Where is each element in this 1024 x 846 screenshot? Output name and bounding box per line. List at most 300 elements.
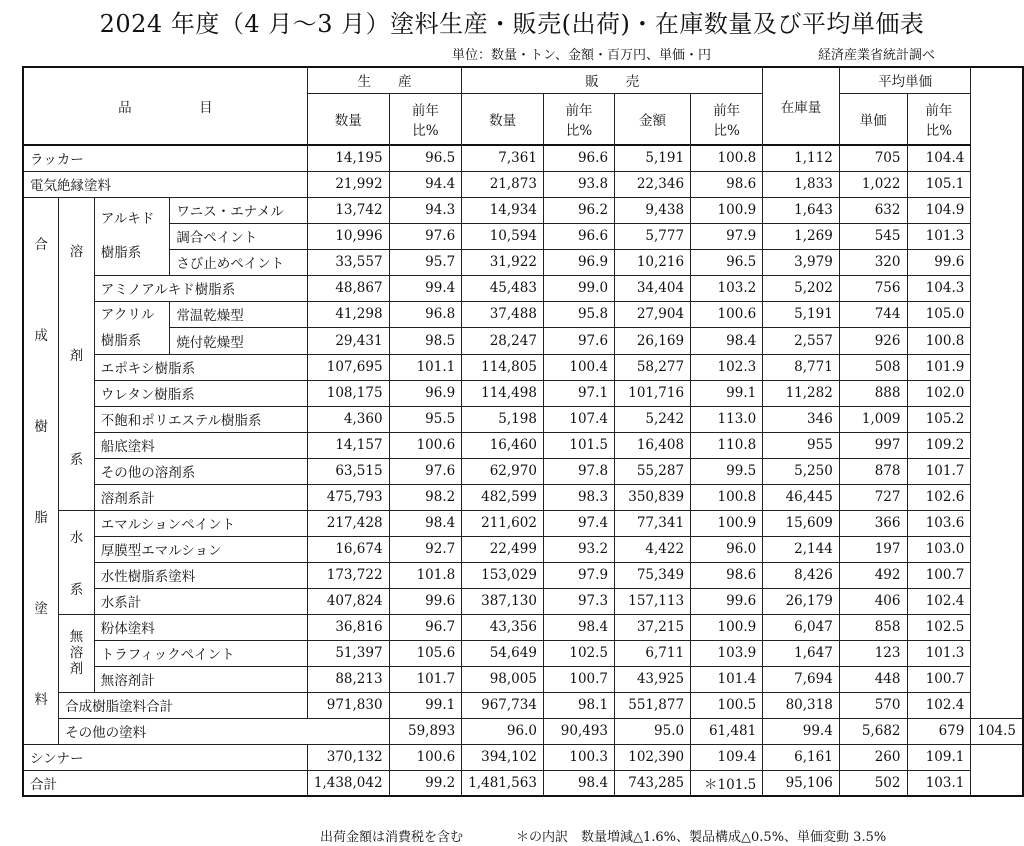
row-label: 粉体塗料 — [94, 614, 307, 640]
table-cell: 14,157 — [307, 432, 389, 458]
table-row — [23, 145, 1023, 171]
table-cell: 10,216 — [615, 249, 691, 275]
table-cell: 756 — [839, 275, 907, 301]
footnote-breakdown: ＊の内訳 数量増減△1.6%、製品構成△0.5%、単価変動 3.5% — [516, 830, 887, 845]
table-cell: 108,175 — [307, 380, 389, 406]
table-cell: 5,202 — [763, 275, 840, 301]
table-row — [23, 640, 1023, 666]
table-cell: 22,499 — [462, 536, 544, 562]
table-cell: 98.4 — [691, 328, 763, 355]
table-cell: 744 — [839, 301, 907, 328]
table-cell: 26,169 — [615, 328, 691, 355]
table-cell: 100.8 — [691, 484, 763, 510]
table-cell: 98.2 — [389, 484, 462, 510]
table-cell: 8,771 — [763, 354, 840, 380]
table-cell: 51,397 — [307, 640, 389, 666]
table-cell: 878 — [839, 458, 907, 484]
table-cell: 9,438 — [615, 197, 691, 223]
table-cell: 43,356 — [462, 614, 544, 640]
row-label: 常温乾燥型 — [170, 301, 308, 328]
row-label: その他の溶剤系 — [94, 458, 307, 484]
table-cell: 101.7 — [389, 666, 462, 692]
table-cell: 7,694 — [763, 666, 840, 692]
table-cell: 967,734 — [462, 692, 544, 718]
table-cell: 211,602 — [462, 510, 544, 536]
table-cell: 103.9 — [691, 640, 763, 666]
table-cell: 492 — [839, 562, 907, 588]
table-row — [23, 275, 1023, 301]
header-sales-amount: 金額 — [615, 93, 691, 145]
table-cell: 55,287 — [615, 458, 691, 484]
table-cell: 100.3 — [543, 744, 614, 770]
table-cell: 21,992 — [307, 171, 389, 197]
table-cell: 98.5 — [389, 328, 462, 355]
table-cell: 93.8 — [543, 171, 614, 197]
table-cell: 54,649 — [462, 640, 544, 666]
table-cell: 98,005 — [462, 666, 544, 692]
table-cell: 31,922 — [462, 249, 544, 275]
table-cell: 16,460 — [462, 432, 544, 458]
table-cell: 1,833 — [763, 171, 840, 197]
table-cell: 101.7 — [907, 458, 971, 484]
table-cell: 95.5 — [389, 406, 462, 432]
header-sales-amount-yoy: 前年 比% — [691, 93, 763, 145]
row-label: さび止めペイント — [170, 249, 308, 275]
table-cell: 97.1 — [543, 380, 614, 406]
table-row — [23, 718, 1023, 744]
table-cell: 545 — [839, 223, 907, 249]
table-cell: 80,318 — [763, 692, 840, 718]
table-cell: 15,609 — [763, 510, 840, 536]
table-cell: 1,647 — [763, 640, 840, 666]
table-cell: 926 — [839, 328, 907, 355]
footnote-tax: 出荷金額は消費税を含む — [320, 830, 464, 845]
table-cell: 103.0 — [907, 536, 971, 562]
table-cell: 29,431 — [307, 328, 389, 355]
table-cell: 11,282 — [763, 380, 840, 406]
row-label: エポキシ樹脂系 — [94, 354, 307, 380]
table-cell: 99.5 — [691, 458, 763, 484]
row-label: アミノアルキド樹脂系 — [94, 275, 307, 301]
table-cell: 98.6 — [691, 562, 763, 588]
group-synthetic-resin: 合 成 樹 脂 塗 料 — [23, 197, 59, 744]
row-label: エマルションペイント — [94, 510, 307, 536]
table-row — [23, 458, 1023, 484]
table-cell: 22,346 — [615, 171, 691, 197]
table-cell: 217,428 — [307, 510, 389, 536]
table-cell: 102.3 — [691, 354, 763, 380]
row-label: 水性樹脂系塗料 — [94, 562, 307, 588]
table-cell: 103.2 — [691, 275, 763, 301]
table-cell: 679 — [907, 718, 971, 744]
table-cell: 101.9 — [907, 354, 971, 380]
row-label: 厚膜型エマルション — [94, 536, 307, 562]
table-cell: 99.6 — [907, 249, 971, 275]
table-cell: 97.4 — [543, 510, 614, 536]
header-sales-qty-yoy: 前年 比% — [543, 93, 614, 145]
table-cell: 97.8 — [543, 458, 614, 484]
table-cell: 16,674 — [307, 536, 389, 562]
table-cell: 97.6 — [389, 223, 462, 249]
table-cell: 997 — [839, 432, 907, 458]
table-cell: 1,438,042 — [307, 770, 389, 796]
table-cell: 5,191 — [763, 301, 840, 328]
units-note: 単位：数量・トン、金額・百万円、単価・円 — [452, 48, 711, 63]
table-cell: 100.7 — [543, 666, 614, 692]
table-cell: 743,285 — [615, 770, 691, 796]
table-row — [23, 328, 1023, 355]
table-cell: 387,130 — [462, 588, 544, 614]
table-cell: 113.0 — [691, 406, 763, 432]
table-row — [23, 692, 1023, 718]
table-cell: 28,247 — [462, 328, 544, 355]
table-row — [23, 536, 1023, 562]
table-cell: 5,242 — [615, 406, 691, 432]
table-cell: 97.3 — [543, 588, 614, 614]
table-cell: 97.6 — [543, 328, 614, 355]
table-cell: 96.5 — [389, 145, 462, 171]
table-cell: 94.4 — [389, 171, 462, 197]
table-cell: 13,742 — [307, 197, 389, 223]
header-sales: 販 売 — [462, 67, 763, 93]
table-cell: 394,102 — [462, 744, 544, 770]
table-cell: 97.6 — [389, 458, 462, 484]
table-cell: 96.2 — [543, 197, 614, 223]
row-label: 不飽和ポリエステル樹脂系 — [94, 406, 307, 432]
table-row — [23, 380, 1023, 406]
table-cell: 100.9 — [691, 510, 763, 536]
table-cell: 96.9 — [543, 249, 614, 275]
table-row — [23, 406, 1023, 432]
table-cell: 260 — [839, 744, 907, 770]
table-cell: 153,029 — [462, 562, 544, 588]
table-cell: 43,925 — [615, 666, 691, 692]
table-cell: 10,996 — [307, 223, 389, 249]
table-cell: 100.6 — [389, 744, 462, 770]
table-cell: 48,867 — [307, 275, 389, 301]
table-cell: 93.2 — [543, 536, 614, 562]
table-cell: 99.2 — [389, 770, 462, 796]
table-row — [23, 197, 1023, 223]
row-label: ワニス・エナメル — [170, 197, 308, 223]
table-cell: 101.8 — [389, 562, 462, 588]
table-cell: 955 — [763, 432, 840, 458]
table-cell: 95.8 — [543, 301, 614, 328]
table-cell: 551,877 — [615, 692, 691, 718]
header-item: 品 目 — [23, 67, 307, 145]
table-cell: 99.4 — [763, 718, 840, 744]
table-cell: 102.4 — [907, 692, 971, 718]
table-cell: 101.4 — [691, 666, 763, 692]
row-label: 水系計 — [94, 588, 307, 614]
row-label: トラフィックペイント — [94, 640, 307, 666]
table-cell: 157,113 — [615, 588, 691, 614]
table-cell: 96.0 — [691, 536, 763, 562]
table-cell: 90,493 — [543, 718, 614, 744]
source-note: 経済産業省統計調べ — [818, 48, 936, 63]
table-cell: 98.4 — [389, 510, 462, 536]
table-cell: 5,191 — [615, 145, 691, 171]
table-cell: 98.3 — [543, 484, 614, 510]
table-cell: 3,979 — [763, 249, 840, 275]
table-cell: 100.6 — [691, 301, 763, 328]
table-cell: 4,422 — [615, 536, 691, 562]
table-cell: 370,132 — [307, 744, 389, 770]
table-cell: 96.8 — [389, 301, 462, 328]
table-cell: 448 — [839, 666, 907, 692]
table-cell: 95,106 — [763, 770, 840, 796]
group-alkyd: アルキド 樹脂系 — [94, 197, 170, 275]
table-cell: 92.7 — [389, 536, 462, 562]
table-cell: 98.1 — [543, 692, 614, 718]
table-cell: 502 — [839, 770, 907, 796]
table-cell: 104.4 — [907, 145, 971, 171]
table-cell: 7,361 — [462, 145, 544, 171]
table-row — [23, 249, 1023, 275]
table-cell: 102.5 — [907, 614, 971, 640]
table-cell: 114,498 — [462, 380, 544, 406]
table-cell: 98.4 — [543, 614, 614, 640]
table-cell: 96.9 — [389, 380, 462, 406]
table-cell: 97.9 — [691, 223, 763, 249]
table-cell: 100.4 — [543, 354, 614, 380]
table-row — [23, 562, 1023, 588]
table-cell: 61,481 — [691, 718, 763, 744]
table-cell: 858 — [839, 614, 907, 640]
table-cell: 105.6 — [389, 640, 462, 666]
table-cell: 59,893 — [389, 718, 462, 744]
row-label: 無溶剤計 — [94, 666, 307, 692]
group-nonsolvent: 無 溶 剤 — [59, 614, 95, 692]
table-row-total — [23, 770, 1023, 796]
table-cell: 100.8 — [907, 328, 971, 355]
table-cell: 94.3 — [389, 197, 462, 223]
table-cell: 570 — [839, 692, 907, 718]
table-cell: 107.4 — [543, 406, 614, 432]
table-cell: 105.2 — [907, 406, 971, 432]
table-cell: 123 — [839, 640, 907, 666]
table-cell: 100.9 — [691, 614, 763, 640]
table-cell: 45,483 — [462, 275, 544, 301]
table-row — [23, 614, 1023, 640]
table-cell: 5,198 — [462, 406, 544, 432]
table-cell: 1,112 — [763, 145, 840, 171]
header-avg-price: 平均単価 — [839, 67, 971, 93]
table-row — [23, 223, 1023, 249]
table-cell: 346 — [763, 406, 840, 432]
header-unit-price-yoy: 前年 比% — [907, 93, 971, 145]
table-cell: 109.1 — [907, 744, 971, 770]
table-cell: 1,643 — [763, 197, 840, 223]
table-cell: 632 — [839, 197, 907, 223]
row-label: ラッカー — [23, 145, 307, 171]
table-cell: 99.6 — [389, 588, 462, 614]
table-cell: 97.9 — [543, 562, 614, 588]
header-inventory: 在庫量 — [763, 67, 840, 145]
table-cell: 58,277 — [615, 354, 691, 380]
table-cell: 475,793 — [307, 484, 389, 510]
table-cell: 366 — [839, 510, 907, 536]
table-cell: 104.5 — [971, 718, 1023, 744]
table-cell: 21,873 — [462, 171, 544, 197]
group-water: 水 系 — [59, 510, 95, 614]
table-cell: 110.8 — [691, 432, 763, 458]
table-cell: 77,341 — [615, 510, 691, 536]
table-cell: 100.7 — [907, 666, 971, 692]
table-cell: 105.0 — [907, 301, 971, 328]
table-cell: 36,816 — [307, 614, 389, 640]
table-cell: 100.7 — [907, 562, 971, 588]
table-row — [23, 588, 1023, 614]
table-row — [23, 666, 1023, 692]
row-label: 合計 — [23, 770, 307, 796]
table-cell: 320 — [839, 249, 907, 275]
row-label: シンナー — [23, 744, 307, 770]
table-cell: 101.3 — [907, 640, 971, 666]
table-cell: 109.2 — [907, 432, 971, 458]
table-row — [23, 510, 1023, 536]
table-cell: 26,179 — [763, 588, 840, 614]
table-cell: 2,144 — [763, 536, 840, 562]
table-cell: ＊101.5 — [691, 770, 763, 796]
table-cell: 4,360 — [307, 406, 389, 432]
group-solvent: 溶 剤 系 — [59, 197, 95, 510]
table-cell: 33,557 — [307, 249, 389, 275]
table-cell: 99.1 — [389, 692, 462, 718]
table-cell: 8,426 — [763, 562, 840, 588]
table-cell: 114,805 — [462, 354, 544, 380]
table-cell: 99.0 — [543, 275, 614, 301]
table-cell: 5,682 — [839, 718, 907, 744]
table-cell: 100.9 — [691, 197, 763, 223]
table-cell: 10,594 — [462, 223, 544, 249]
table-cell: 99.1 — [691, 380, 763, 406]
table-cell: 63,515 — [307, 458, 389, 484]
table-cell: 888 — [839, 380, 907, 406]
table-cell: 6,711 — [615, 640, 691, 666]
table-row — [23, 354, 1023, 380]
table-cell: 96.6 — [543, 223, 614, 249]
table-row — [23, 171, 1023, 197]
table-cell: 100.6 — [389, 432, 462, 458]
table-cell: 407,824 — [307, 588, 389, 614]
table-cell: 5,250 — [763, 458, 840, 484]
table-cell: 16,408 — [615, 432, 691, 458]
table-cell: 103.6 — [907, 510, 971, 536]
table-cell: 107,695 — [307, 354, 389, 380]
table-cell: 197 — [839, 536, 907, 562]
table-cell: 88,213 — [307, 666, 389, 692]
table-cell: 508 — [839, 354, 907, 380]
header-production: 生 産 — [307, 67, 461, 93]
table-cell: 173,722 — [307, 562, 389, 588]
header-prod-qty: 数量 — [307, 93, 389, 145]
table-cell: 98.4 — [543, 770, 614, 796]
table-cell: 104.9 — [907, 197, 971, 223]
table-cell: 96.6 — [543, 145, 614, 171]
row-label: 溶剤系計 — [94, 484, 307, 510]
table-cell: 34,404 — [615, 275, 691, 301]
paint-statistics-table — [22, 66, 1024, 797]
table-cell: 37,488 — [462, 301, 544, 328]
table-cell: 100.5 — [691, 692, 763, 718]
table-cell: 96.0 — [462, 718, 544, 744]
table-cell: 101.1 — [389, 354, 462, 380]
table-cell: 705 — [839, 145, 907, 171]
header-prod-yoy: 前年 比% — [389, 93, 462, 145]
table-cell: 75,349 — [615, 562, 691, 588]
table-cell: 96.7 — [389, 614, 462, 640]
table-cell: 101,716 — [615, 380, 691, 406]
table-cell: 105.1 — [907, 171, 971, 197]
row-label: ウレタン樹脂系 — [94, 380, 307, 406]
table-cell: 1,269 — [763, 223, 840, 249]
group-acrylic: アクリル 樹脂系 — [94, 301, 170, 354]
table-cell: 350,839 — [615, 484, 691, 510]
table-cell: 100.8 — [691, 145, 763, 171]
table-row — [23, 432, 1023, 458]
table-cell: 99.6 — [691, 588, 763, 614]
table-cell: 727 — [839, 484, 907, 510]
table-cell: 27,904 — [615, 301, 691, 328]
table-cell: 109.4 — [691, 744, 763, 770]
page-title: 2024 年度（4 月～3 月）塗料生産・販売(出荷)・在庫数量及び平均単価表 — [99, 10, 925, 38]
row-label: 電気絶縁塗料 — [23, 171, 307, 197]
row-label: 調合ペイント — [170, 223, 308, 249]
table-cell: 14,195 — [307, 145, 389, 171]
row-label: 焼付乾燥型 — [170, 328, 308, 355]
row-label: 船底塗料 — [94, 432, 307, 458]
table-cell: 62,970 — [462, 458, 544, 484]
table-cell: 6,047 — [763, 614, 840, 640]
table-cell: 1,009 — [839, 406, 907, 432]
table-cell: 406 — [839, 588, 907, 614]
table-cell: 6,161 — [763, 744, 840, 770]
table-cell: 2,557 — [763, 328, 840, 355]
table-cell: 102.4 — [907, 588, 971, 614]
table-cell: 41,298 — [307, 301, 389, 328]
table-cell: 102.6 — [907, 484, 971, 510]
table-cell: 95.7 — [389, 249, 462, 275]
table-cell: 1,022 — [839, 171, 907, 197]
table-cell: 96.5 — [691, 249, 763, 275]
table-cell: 37,215 — [615, 614, 691, 640]
row-label: その他の塗料 — [59, 718, 389, 744]
table-row — [23, 484, 1023, 510]
table-cell: 5,777 — [615, 223, 691, 249]
table-cell: 14,934 — [462, 197, 544, 223]
table-cell: 482,599 — [462, 484, 544, 510]
table-row — [23, 301, 1023, 328]
table-cell: 102.5 — [543, 640, 614, 666]
row-label: 合成樹脂塗料合計 — [59, 692, 308, 718]
table-cell: 103.1 — [907, 770, 971, 796]
table-cell: 98.6 — [691, 171, 763, 197]
table-cell: 95.0 — [615, 718, 691, 744]
table-cell: 104.3 — [907, 275, 971, 301]
table-cell: 101.3 — [907, 223, 971, 249]
header-unit-price: 単価 — [839, 93, 907, 145]
table-cell: 102,390 — [615, 744, 691, 770]
table-cell: 102.0 — [907, 380, 971, 406]
table-cell: 46,445 — [763, 484, 840, 510]
table-cell: 971,830 — [307, 692, 389, 718]
table-cell: 101.5 — [543, 432, 614, 458]
table-cell: 99.4 — [389, 275, 462, 301]
header-sales-qty: 数量 — [462, 93, 544, 145]
table-cell: 1,481,563 — [462, 770, 544, 796]
table-row — [23, 744, 1023, 770]
